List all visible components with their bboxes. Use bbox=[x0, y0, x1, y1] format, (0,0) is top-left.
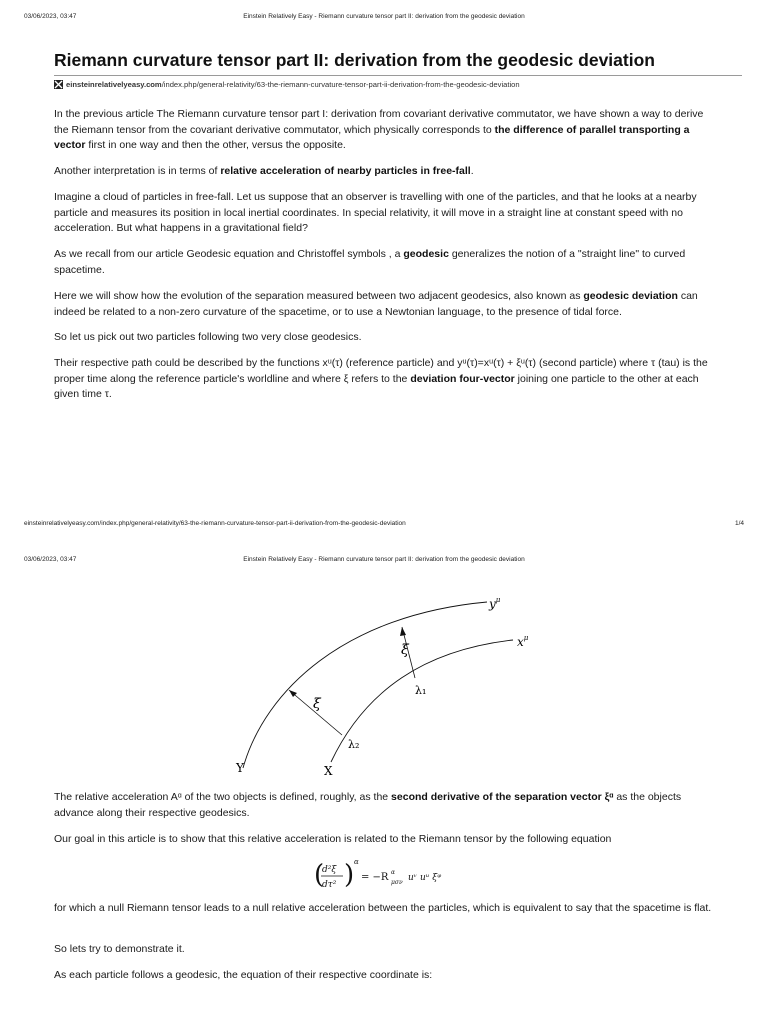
equation-fraction-denominator: dτ² bbox=[322, 880, 337, 890]
geodesic-deviation-diagram bbox=[225, 590, 545, 780]
equation-rhs-superscript: α bbox=[391, 869, 396, 876]
source-path: /index.php/general-relativity/63-the-riemann-curvature-tensor-part-ii-derivation-from-the-geodesic-deviation bbox=[161, 80, 520, 89]
site-favicon-icon bbox=[54, 80, 63, 89]
source-link[interactable] bbox=[54, 80, 520, 89]
equation-lhs-superscript: α bbox=[354, 858, 359, 866]
print-page-number: 1/4 bbox=[734, 520, 744, 527]
paragraph-intro: In the previous article The Riemann curvature tensor part I: derivation from covariant derivative commutator, we have shown a way to derive the Riemann tensor from the covariant derivative commutator, which physically corresponds to the difference of parallel transporting a vector first in one way and then the other, versus the opposite. bbox=[54, 108, 704, 152]
paragraph-paths: Their respective path could be described by the functions xᵘ(τ) (reference particle) and yᵘ(τ)=xᵘ(τ) + ξᵘ(τ) (second particle) where τ (tau) is the proper time along the reference particle's worldline and where ξ refers to the deviation four-vector joining one particle to the other at each given time τ. bbox=[54, 357, 708, 401]
equation-fraction-numerator: d²ξ bbox=[322, 865, 337, 875]
equation-rhs-subscript: μσν bbox=[391, 879, 403, 886]
label-xi-upper: ξ bbox=[401, 642, 409, 658]
print-datetime: 03/06/2023, 03:47 bbox=[24, 13, 77, 20]
print-page-title-page2: Einstein Relatively Easy - Riemann curvature tensor part II: derivation from the geodesic deviation bbox=[243, 556, 525, 563]
label-X: X bbox=[324, 764, 333, 778]
print-page-title: Einstein Relatively Easy - Riemann curvature tensor part II: derivation from the geodesic deviation bbox=[243, 13, 525, 20]
paragraph-deviation: Here we will show how the evolution of the separation measured between two adjacent geodesics, also known as geodesic deviation can indeed be related to a non-zero curvature of the spacetime, or to use a Newtonian language, to the presence of tidal force. bbox=[54, 290, 698, 318]
print-footer-url: einsteinrelativelyeasy.com/index.php/general-relativity/63-the-riemann-curvature-tensor-part-ii-derivation-from-the-geodesic-deviation bbox=[24, 520, 406, 527]
label-lambda2: λ₂ bbox=[348, 738, 360, 751]
paragraph-two-particles: So let us pick out two particles following two very close geodesics. bbox=[54, 331, 362, 343]
paragraph-geodesic: As we recall from our article Geodesic equation and Christoffel symbols , a geodesic generalizes the notion of a "straight line" to curved spacetime. bbox=[54, 248, 686, 276]
paragraph-demonstrate: So lets try to demonstrate it. bbox=[54, 943, 185, 955]
arrowhead-upper bbox=[400, 627, 406, 636]
paragraph-cloud: Imagine a cloud of particles in free-fall. Let us suppose that an observer is travelling with one of the particles, and that he looks at a nearby particle and measures its position in local inertial coordinates. In special relativity, it will move in a straight line at constant speed with no acceleration. But what happens in a gravitational field? bbox=[54, 191, 697, 235]
equation-rhs-tail: uᵛ uᵘ ξᵠ bbox=[408, 873, 442, 883]
label-x-mu: $x^\mu$ bbox=[517, 634, 529, 649]
paragraph-null-riemann: for which a null Riemann tensor leads to a null relative acceleration between the particles, which is equivalent to say that the spacetime is flat. bbox=[54, 902, 712, 914]
paragraph-goal: Our goal in this article is to show that this relative acceleration is related to the Riemann tensor by the following equation bbox=[54, 833, 612, 845]
equation-rhs: = −R bbox=[361, 872, 389, 883]
label-xi-lower: ξ bbox=[313, 696, 321, 712]
title-divider bbox=[54, 75, 742, 76]
label-lambda1: λ₁ bbox=[415, 684, 427, 697]
article-title: Riemann curvature tensor part II: derivation from the geodesic deviation bbox=[54, 50, 655, 70]
source-domain: einsteinrelativelyeasy.com bbox=[66, 80, 162, 89]
label-y-mu: $y^\mu$ bbox=[489, 596, 501, 611]
print-datetime-page2: 03/06/2023, 03:47 bbox=[24, 556, 77, 563]
equation-paren-left: ( bbox=[314, 860, 325, 890]
label-Y: Y bbox=[236, 761, 244, 775]
paragraph-interpretation: Another interpretation is in terms of relative acceleration of nearby particles in free-fall. bbox=[54, 165, 474, 177]
geodesic-deviation-equation bbox=[300, 855, 480, 895]
geodesic-curve-y bbox=[243, 602, 487, 768]
paragraph-relative-acceleration: The relative acceleration Aᵅ of the two objects is defined, roughly, as the second derivative of the separation vector ξᵅ as the objects advance along their respective geodesics. bbox=[54, 791, 682, 819]
paragraph-geodesic-equations: As each particle follows a geodesic, the equation of their respective coordinate is: bbox=[54, 969, 433, 981]
equation-paren-right: ) bbox=[344, 860, 355, 890]
